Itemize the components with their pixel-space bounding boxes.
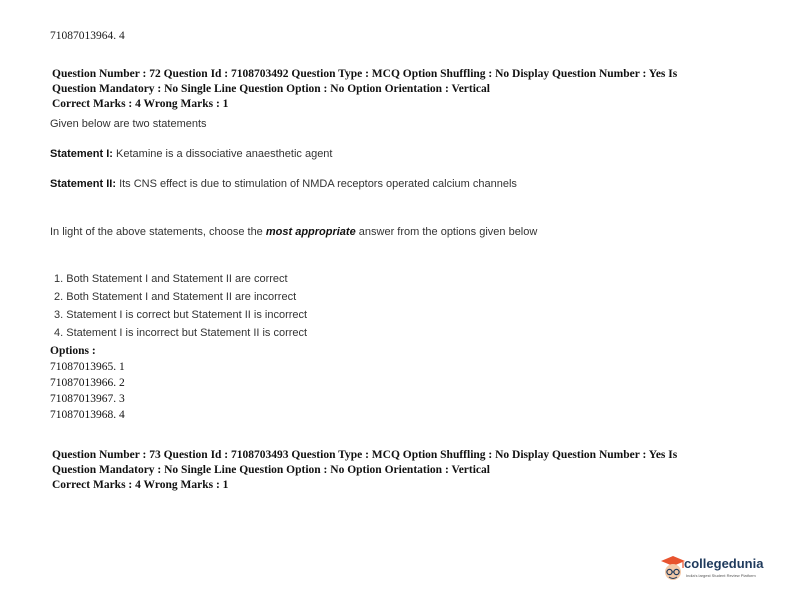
question-73-meta-line-2: Question Mandatory : No Single Line Question Option : No Option Orientation : Vertical	[52, 464, 490, 476]
question-72-meta-line-2: Question Mandatory : No Single Line Question Option : No Option Orientation : Vertical	[52, 83, 490, 95]
statement-1-text: Ketamine is a dissociative anaesthetic agent	[112, 148, 333, 160]
instruction-emphasis: most appropriate	[265, 226, 356, 238]
option-id-1: 71087013965. 1	[50, 361, 125, 373]
option-id-4: 71087013968. 4	[50, 409, 125, 421]
question-73-header	[52, 448, 742, 493]
options-label: Options :	[50, 345, 96, 357]
choice-1: 1. Both Statement I and Statement II are correct	[54, 273, 288, 285]
graduate-avatar-icon	[660, 554, 686, 584]
choice-4: 4. Statement I is incorrect but Statement II is correct	[54, 327, 308, 339]
previous-option-id: 71087013964. 4	[50, 30, 125, 42]
collegedunia-logo	[660, 552, 770, 586]
logo-wordmark: collegedunia	[684, 556, 764, 571]
question-72-marks: Correct Marks : 4 Wrong Marks : 1	[52, 98, 229, 110]
statement-1	[50, 145, 560, 163]
option-id-3: 71087013967. 3	[50, 393, 125, 405]
statement-2	[50, 175, 520, 193]
question-72-header	[52, 67, 742, 112]
logo-tagline: India's largest Student Review Platform	[686, 573, 756, 578]
choice-2: 2. Both Statement I and Statement II are incorrect	[54, 291, 297, 303]
statement-1-label: Statement I:	[50, 148, 113, 160]
question-instruction	[50, 223, 555, 241]
option-id-2: 71087013966. 2	[50, 377, 125, 389]
statement-2-label: Statement II:	[50, 178, 117, 190]
question-intro: Given below are two statements	[50, 118, 207, 130]
question-73-marks: Correct Marks : 4 Wrong Marks : 1	[52, 479, 229, 491]
question-73-meta-line-1: Question Number : 73 Question Id : 7108703493 Question Type : MCQ Option Shuffling : No Display Question Number : Yes Is	[52, 449, 678, 461]
choice-3: 3. Statement I is correct but Statement II is incorrect	[54, 309, 308, 321]
statement-2-text: Its CNS effect is due to stimulation of NMDA receptors operated calcium channels	[116, 178, 517, 190]
question-72-meta-line-1: Question Number : 72 Question Id : 7108703492 Question Type : MCQ Option Shuffling : No Display Question Number : Yes Is	[52, 68, 678, 80]
instruction-suffix: answer from the options given below	[355, 226, 538, 238]
instruction-prefix: In light of the above statements, choose the	[50, 226, 266, 238]
